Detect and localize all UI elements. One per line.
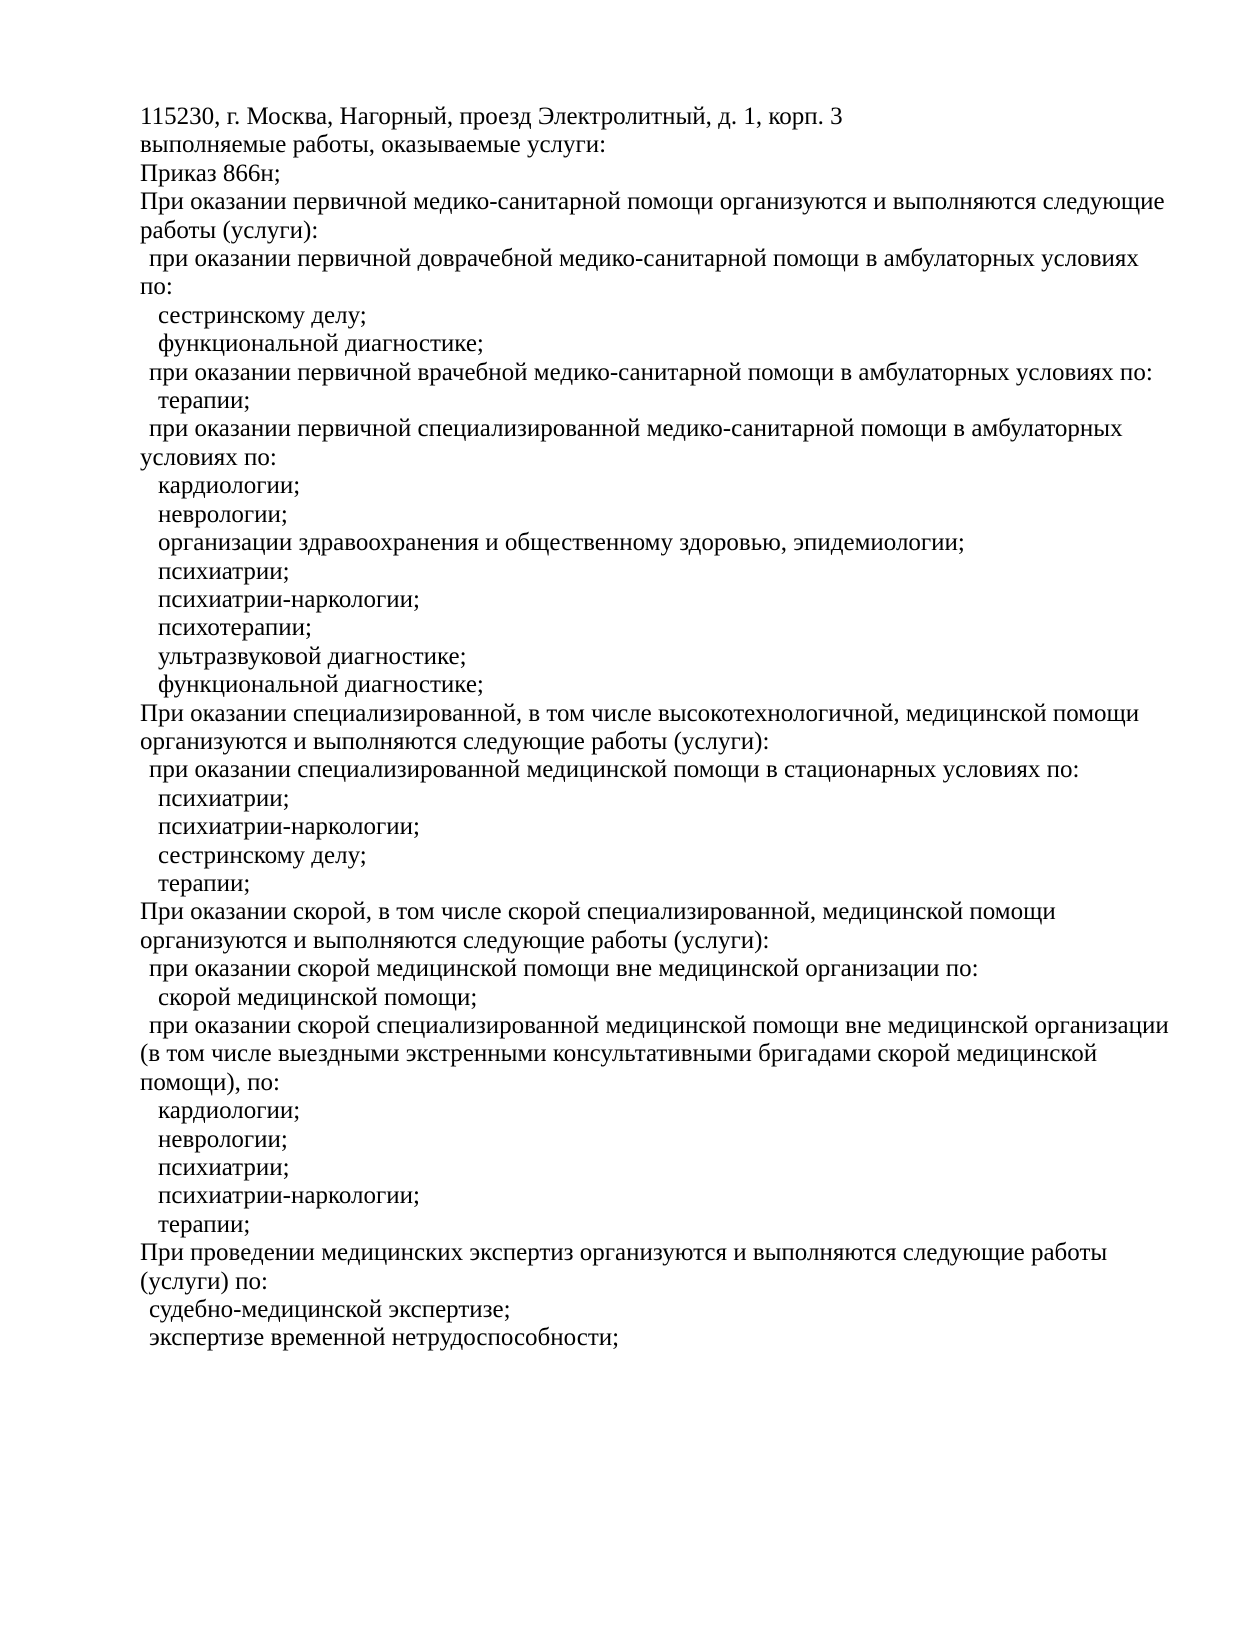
license-services-text-block [140, 103, 1220, 1353]
text-line: сестринскому делу; [158, 841, 367, 869]
text-line: судебно-медицинской экспертизе; [149, 1296, 511, 1324]
text-line: терапии; [158, 387, 251, 415]
text-line: При оказании специализированной, в том числе высокотехнологичной, медицинской помощи [140, 699, 1140, 727]
text-line: психотерапии; [158, 614, 312, 642]
text-line: 115230, г. Москва, Нагорный, проезд Электролитный, д. 1, корп. 3 [140, 103, 843, 130]
text-line: функциональной диагностике; [158, 671, 484, 699]
text-line: условиях по: [140, 443, 277, 471]
text-line: психиатрии; [158, 1154, 290, 1182]
text-line: при оказании скорой специализированной медицинской помощи вне медицинской организации [149, 1012, 1169, 1039]
text-line: психиатрии; [158, 557, 290, 585]
text-line: неврологии; [158, 1125, 288, 1153]
text-line: экспертизе временной нетрудоспособности; [149, 1324, 620, 1352]
text-line: ультразвуковой диагностике; [158, 642, 467, 670]
text-line: организации здравоохранения и общественному здоровью, эпидемиологии; [158, 529, 965, 557]
text-line: психиатрии; [158, 784, 290, 812]
text-line: При оказании первичной медико-санитарной помощи организуются и выполняются следующие [140, 188, 1165, 216]
text-line: психиатрии-наркологии; [158, 585, 420, 613]
text-line: при оказании скорой медицинской помощи вне медицинской организации по: [149, 955, 979, 983]
text-line: помощи), по: [140, 1068, 281, 1096]
text-line: организуются и выполняются следующие работы (услуги): [140, 926, 770, 954]
text-line: скорой медицинской помощи; [158, 983, 478, 1011]
text-line: Приказ 866н; [140, 159, 281, 187]
text-line: психиатрии-наркологии; [158, 1182, 420, 1210]
text-line: при оказании специализированной медицинской помощи в стационарных условиях по: [149, 756, 1080, 784]
text-line: при оказании первичной доврачебной медико-санитарной помощи в амбулаторных условиях [149, 245, 1139, 273]
text-line: При оказании скорой, в том числе скорой специализированной, медицинской помощи [140, 898, 1056, 926]
text-line: При проведении медицинских экспертиз организуются и выполняются следующие работы [140, 1239, 1108, 1267]
text-line: при оказании первичной врачебной медико-санитарной помощи в амбулаторных условиях по: [149, 358, 1153, 386]
text-line: кардиологии; [158, 1097, 301, 1125]
text-line: терапии; [158, 869, 251, 897]
text-line: (услуги) по: [140, 1267, 268, 1295]
text-line: функциональной диагностике; [158, 330, 484, 358]
text-line: организуются и выполняются следующие работы (услуги): [140, 727, 770, 755]
text-line: психиатрии-наркологии; [158, 813, 420, 841]
text-line: терапии; [158, 1210, 251, 1238]
text-line: (в том числе выездными экстренными консультативными бригадами скорой медицинской [140, 1040, 1098, 1068]
text-line: сестринскому делу; [158, 301, 367, 329]
text-line: кардиологии; [158, 472, 301, 500]
text-line: при оказании первичной специализированной медико-санитарной помощи в амбулаторных [149, 415, 1123, 443]
text-line: выполняемые работы, оказываемые услуги: [140, 131, 607, 159]
text-line: неврологии; [158, 500, 288, 528]
text-line: по: [140, 273, 173, 301]
text-line: работы (услуги): [140, 216, 319, 244]
